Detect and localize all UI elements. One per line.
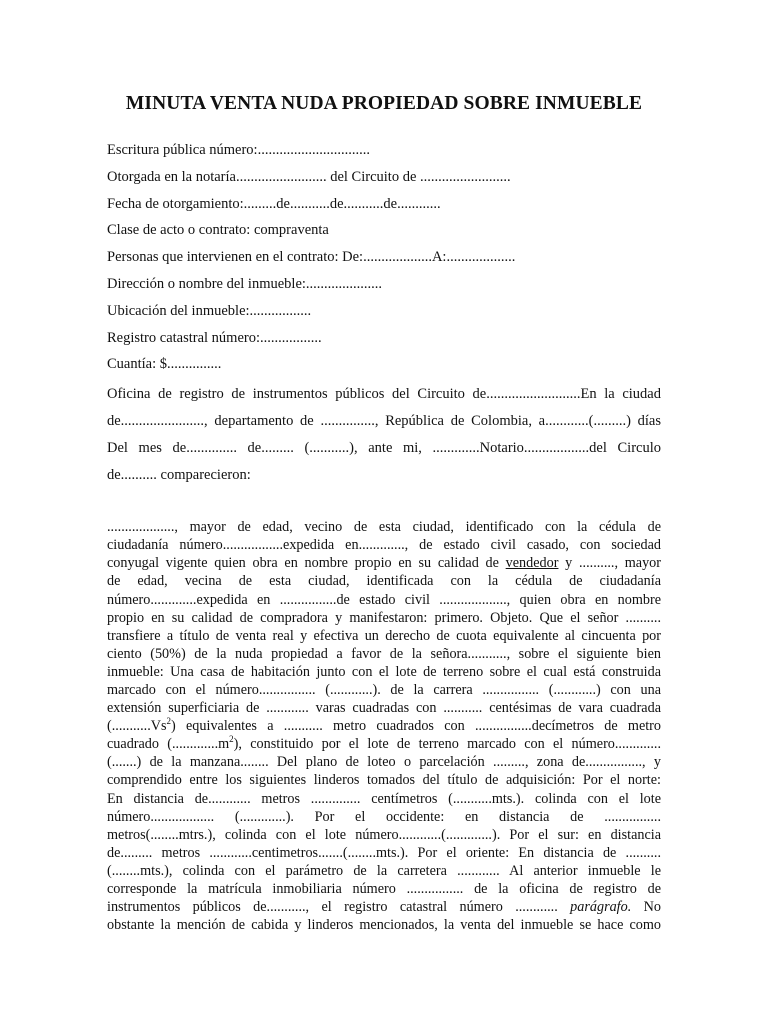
field-notaria: Otorgada en la notaría......................... del Circuito de .........................	[107, 168, 511, 185]
field-personas: Personas que intervienen en el contrato: De:...................A:...................	[107, 249, 516, 266]
body-line: transfiere a título de venta real y efectiva un derecho de cuota equivalente al cincuenta por	[107, 627, 661, 644]
body-text-segment: (...........Vs	[107, 718, 167, 735]
field-escritura: Escritura pública número:...............................	[107, 142, 370, 158]
body-line	[107, 717, 661, 735]
body-line: ..................., mayor de edad, vecino de esta ciudad, identificado con la cédula de	[107, 519, 661, 536]
paragrafo-term: parágrafo.	[570, 899, 632, 916]
body-text-segment: conyugal vigente quien obra en nombre propio en su calidad de	[107, 555, 506, 572]
document-title: MINUTA VENTA NUDA PROPIEDAD SOBRE INMUEBLE	[125, 93, 643, 114]
body-line: metros(........mtrs.), colinda con el lote número............(.............). Por el sur: en distancia	[107, 826, 661, 843]
office-line: Oficina de registro de instrumentos públicos del Circuito de..........................En la ciudad	[107, 386, 661, 403]
office-line: de......................., departamento de ..............., República de Colombia, a............(.........) días	[107, 413, 661, 430]
body-line: de......... metros ............centimetros.......(........mts.). Por el oriente: En distancia de ..........	[107, 844, 661, 861]
superscript: 2	[229, 734, 234, 745]
office-paragraph	[107, 381, 661, 489]
body-text-segment: cuadrado (.............m	[107, 736, 230, 753]
body-line: número.................. (.............). Por el occidente: en distancia de ................	[107, 808, 661, 825]
body-line	[107, 735, 661, 753]
field-registro-catastral: Registro catastral número:.................	[107, 329, 322, 346]
body-line: obstante la mención de cabida y linderos mencionados, la venta del inmueble se hace como	[107, 917, 661, 934]
body-text-segment: ), constituido por el lote de terreno marcado con el número.............	[233, 736, 661, 753]
office-line: Del mes de.............. de......... (...........), ante mi, .............Notario..................del Circulo	[107, 440, 661, 457]
field-cuantia: Cuantía: $...............	[107, 356, 222, 373]
body-paragraph	[107, 518, 661, 934]
superscript: 2	[166, 716, 172, 727]
office-line: de.......... comparecieron:	[107, 467, 251, 484]
body-line: ciudadanía número.................expedida en............., de estado civil casado, con sociedad	[107, 537, 661, 554]
body-line: (........mts.), colinda con el parámetro de la carretera ............ Al anterior inmueble le	[107, 862, 661, 879]
body-line: propio en su calidad de compradora y manifestaron: primero. Objeto. Que el señor ..........	[107, 609, 661, 626]
body-line: marcado con el número................ (............). de la carrera ................ (............) con una	[107, 682, 661, 699]
body-text-segment: ) equivalentes a ........... metro cuadrados con ................decímetros de metro	[171, 718, 661, 735]
body-line: En distancia de............ metros .............. centímetros (...........mts.). colinda con el lote	[107, 790, 661, 807]
body-line	[107, 898, 661, 916]
body-line: de edad, vecina de esta ciudad, identificada con la cédula de ciudadanía	[107, 573, 661, 590]
body-line: corresponde la matrícula inmobiliaria número ................ de la oficina de registro de	[107, 881, 661, 898]
body-line: extensión superficiaria de ............ varas cuadradas con ........... centésimas de vara cuadrada	[107, 700, 661, 717]
body-line: ciento (50%) de la nuda propiedad a favor de la señora..........., sobre el siguiente bien	[107, 645, 661, 662]
body-text-segment: y .........., mayor	[558, 555, 661, 572]
body-line: comprendido entre los siguientes linderos tomados del título de adquisición: Por el norte:	[107, 772, 661, 789]
body-line: (.......) de la manzana........ Del plano de loteo o parcelación ........., zona de................, y	[107, 754, 661, 771]
body-line: número.............expedida en ................de estado civil ..................., quien obra en nombre	[107, 591, 661, 608]
field-clase-acto: Clase de acto o contrato: compraventa	[107, 222, 329, 239]
field-fecha: Fecha de otorgamiento:.........de...........de...........de............	[107, 195, 441, 212]
vendedor-term: vendedor	[505, 555, 559, 572]
body-line	[107, 554, 661, 572]
field-ubicacion: Ubicación del inmueble:.................	[107, 302, 312, 319]
field-direccion: Dirección o nombre del inmueble:.....................	[107, 275, 383, 292]
body-text-segment: No	[631, 899, 661, 916]
header-fields	[107, 137, 661, 378]
body-text-segment: instrumentos públicos de..........., el registro catastral número ............	[107, 899, 571, 916]
body-line: inmueble: Una casa de habitación junto con el lote de terreno sobre el cual está construida	[107, 663, 661, 680]
